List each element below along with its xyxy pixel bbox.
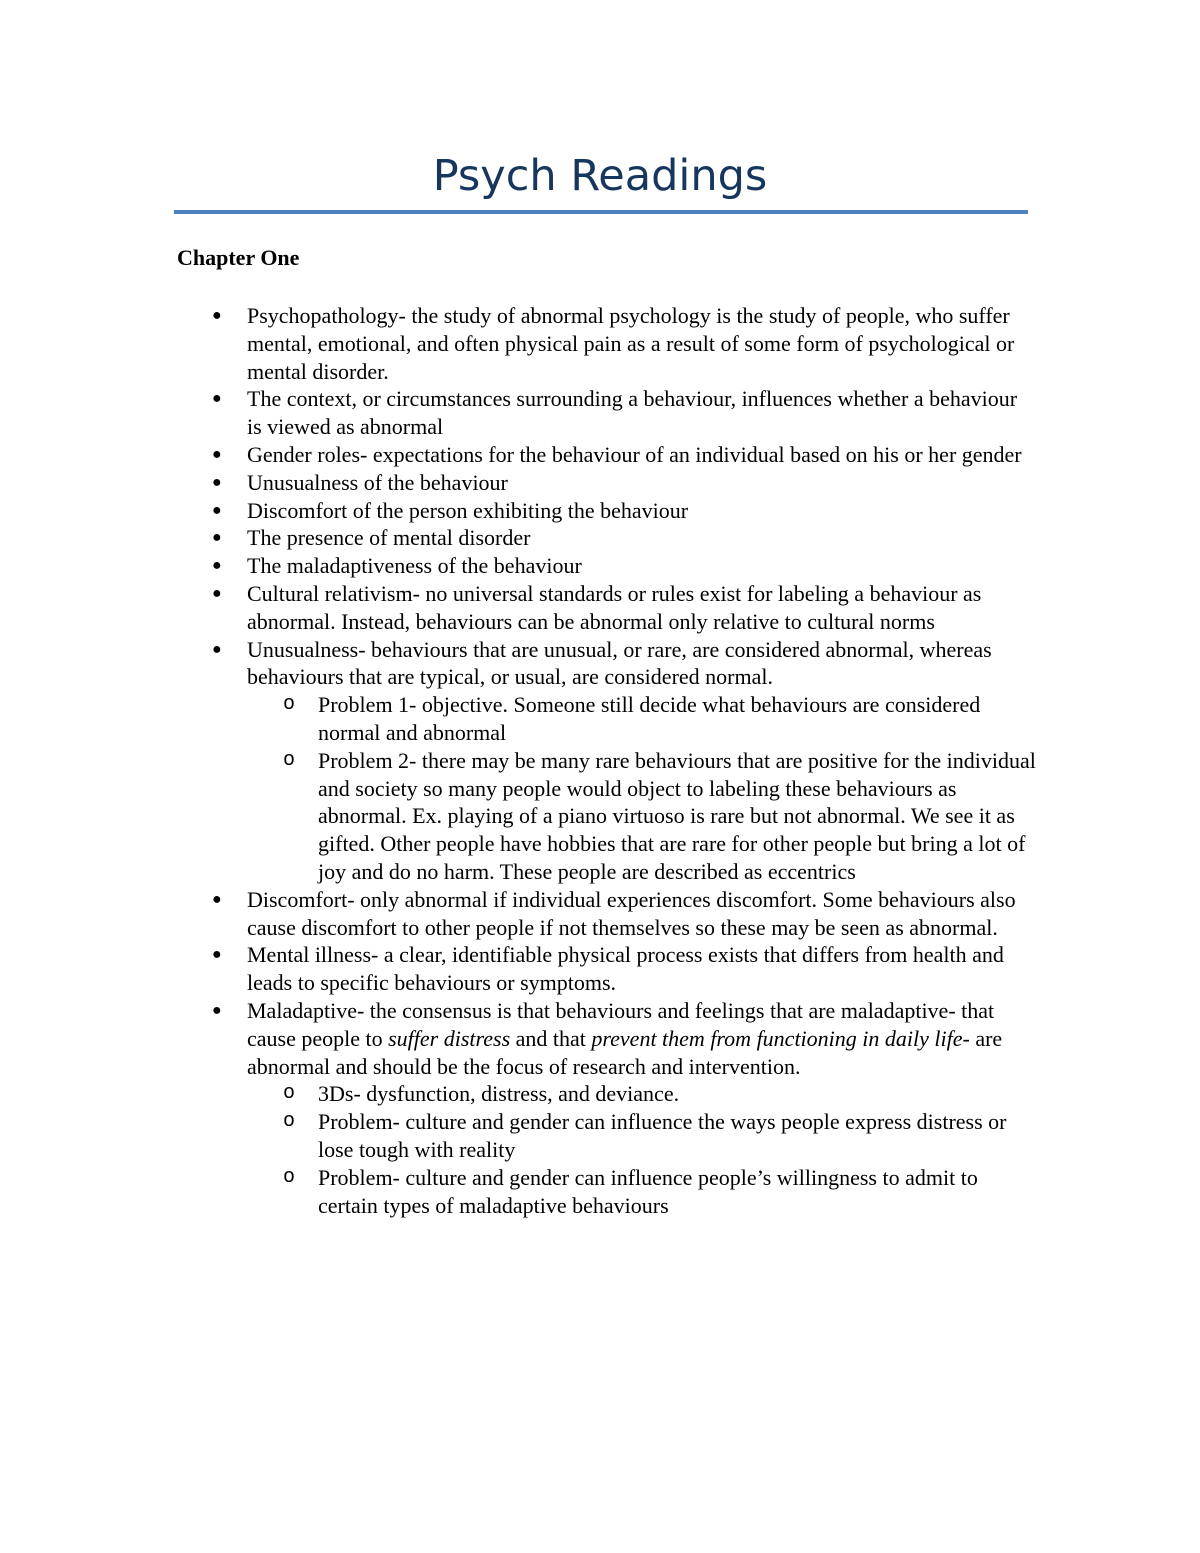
list-item xyxy=(177,636,1037,886)
hollow-bullet-icon: o xyxy=(283,1110,296,1134)
list-item xyxy=(177,302,1037,385)
maladaptive-italic-phrase: suffer distress xyxy=(388,1025,511,1051)
document-title: Psych Readings xyxy=(432,151,768,201)
sublist-item-text: Problem 1- objective. Someone still decide what behaviours are considered normal and abnormal xyxy=(318,692,981,745)
list-item xyxy=(177,886,1037,942)
bullet-icon: ● xyxy=(212,584,222,602)
unusualness-sublist xyxy=(247,691,1037,886)
sublist-item xyxy=(247,691,1037,747)
list-item-text: Psychopathology- the study of abnormal psychology is the study of people, who suffer mental, emotional, and often physical pain as a result of some form of psychological or mental disorder. xyxy=(247,303,1015,384)
list-item xyxy=(177,441,1037,469)
hollow-bullet-icon: o xyxy=(283,693,296,717)
list-item xyxy=(177,385,1037,441)
maladaptive-text-part: and that xyxy=(510,1025,592,1051)
sublist-item xyxy=(247,1080,1037,1108)
maladaptive-sublist xyxy=(247,1080,1037,1219)
sublist-item xyxy=(247,747,1037,886)
sublist-item-text: 3Ds- dysfunction, distress, and deviance. xyxy=(318,1081,680,1107)
list-item xyxy=(177,997,1037,1219)
list-item-text: Unusualness of the behaviour xyxy=(247,469,508,495)
list-item xyxy=(177,497,1037,525)
hollow-bullet-icon: o xyxy=(283,1165,296,1189)
sublist-item-text: Problem 2- there may be many rare behaviours that are positive for the individual and society so many people would object to labeling these behaviours as abnormal. Ex. playing of a piano virtuoso is rare but not abnormal. We see it as gifted. Other people have hobbies that are rare for other people but bring a lot of joy and do no harm. These people are described as eccentrics xyxy=(318,747,1036,884)
list-item-text: The presence of mental disorder xyxy=(247,525,531,551)
list-item xyxy=(177,552,1037,580)
bullet-icon: ● xyxy=(212,445,222,463)
bullet-icon: ● xyxy=(212,473,222,491)
bullet-icon: ● xyxy=(212,1001,222,1019)
bullet-icon: ● xyxy=(212,501,222,519)
notes-list xyxy=(177,302,1037,1219)
bullet-icon: ● xyxy=(212,557,222,575)
bullet-icon: ● xyxy=(212,529,222,547)
list-item-text: Gender roles- expectations for the behaviour of an individual based on his or her gender xyxy=(247,441,1022,467)
list-item-text: The context, or circumstances surrounding a behaviour, influences whether a behaviour is viewed as abnormal xyxy=(247,386,1018,440)
bullet-icon: ● xyxy=(212,640,222,658)
hollow-bullet-icon: o xyxy=(283,748,296,772)
bullet-icon: ● xyxy=(212,946,222,964)
bullet-icon: ● xyxy=(212,890,222,908)
list-item xyxy=(177,469,1037,497)
list-item-text: Mental illness- a clear, identifiable physical process exists that differs from health and leads to specific behaviours or symptoms. xyxy=(247,942,1004,996)
list-item-text: Discomfort of the person exhibiting the behaviour xyxy=(247,497,689,523)
list-item xyxy=(177,941,1037,997)
list-item xyxy=(177,580,1037,636)
bullet-icon: ● xyxy=(212,390,222,408)
sublist-item xyxy=(247,1108,1037,1164)
list-item-text: The maladaptiveness of the behaviour xyxy=(247,553,582,579)
title-underline xyxy=(174,210,1028,214)
list-item xyxy=(177,524,1037,552)
maladaptive-text-part: Maladaptive- the consensus is that behaviours and feelings that are maladaptive- that cause people to xyxy=(247,997,995,1051)
maladaptive-text-part: are abnormal and should be the focus of research and intervention. xyxy=(247,1025,1003,1079)
sublist-item-text: Problem- culture and gender can influence people’s willingness to admit to certain types of maladaptive behaviours xyxy=(318,1164,978,1218)
maladaptive-italic-phrase: prevent them from functioning in daily life- xyxy=(591,1025,970,1051)
maladaptive-text xyxy=(247,998,1002,1079)
hollow-bullet-icon: o xyxy=(283,1082,296,1106)
bullet-icon: ● xyxy=(212,307,222,324)
list-item-text: Cultural relativism- no universal standards or rules exist for labeling a behaviour as abnormal. Instead, behaviours can be abnormal only relative to cultural norms xyxy=(247,580,982,634)
sublist-item xyxy=(247,1164,1037,1220)
chapter-heading: Chapter One xyxy=(177,245,300,270)
list-item-text: Discomfort- only abnormal if individual experiences discomfort. Some behaviours also cause discomfort to other people if not themselves so these may be seen as abnormal. xyxy=(247,886,1016,940)
list-item-text: Unusualness- behaviours that are unusual, or rare, are considered abnormal, whereas behaviours that are typical, or usual, are considered normal. xyxy=(247,636,992,690)
sublist-item-text: Problem- culture and gender can influence the ways people express distress or lose tough with reality xyxy=(318,1109,1007,1162)
